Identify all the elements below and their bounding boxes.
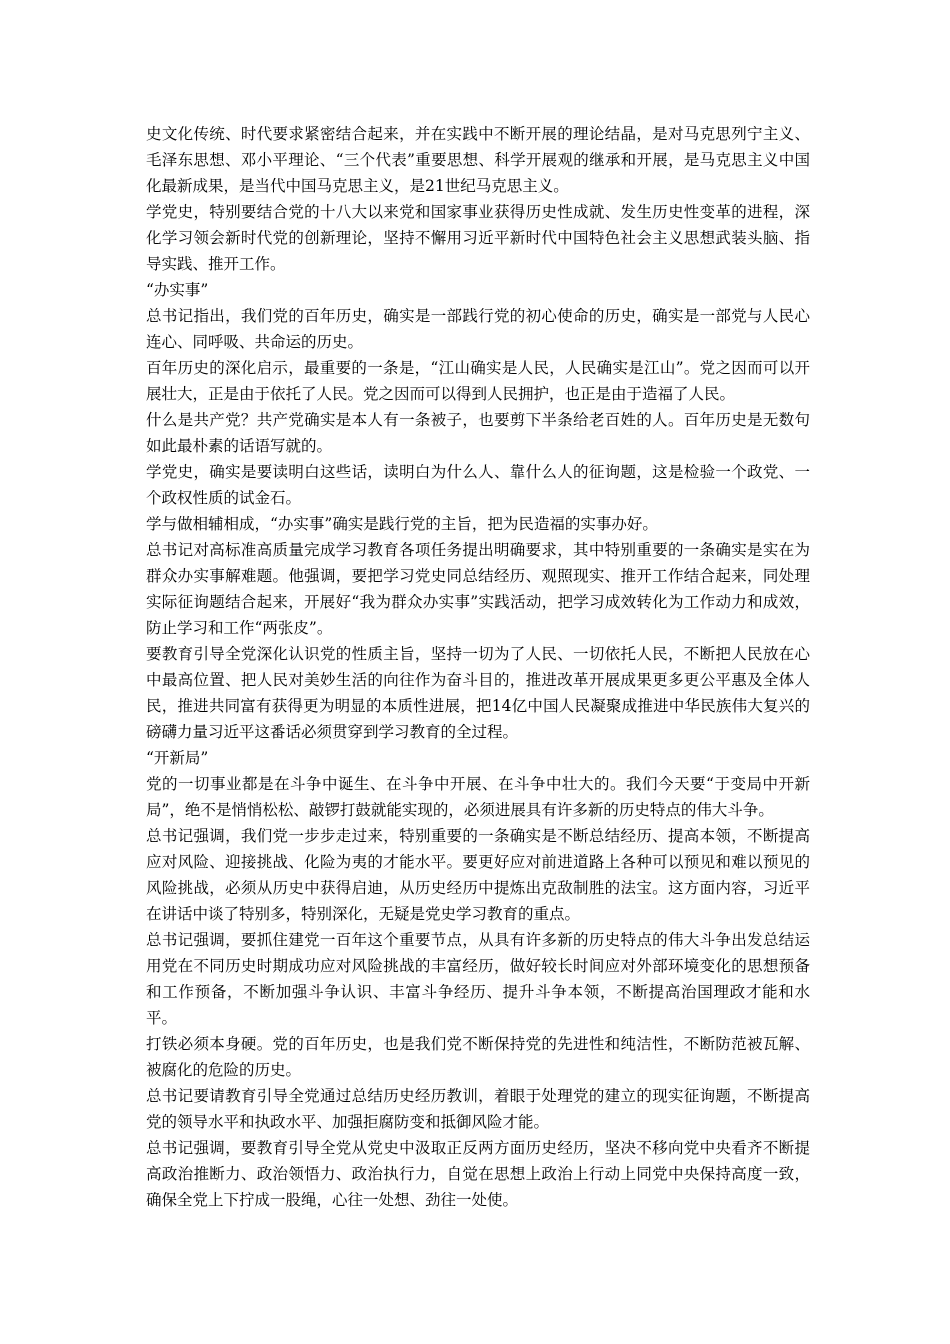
paragraph-2: 学党史，特别要结合党的十八大以来党和国家事业获得历史性成就、发生历史性变革的进程，深化学习领会新时代党的创新理论，坚持不懈用习近平新时代中国特色社会主义思想武装头脑、指导实践、推开工作。 — [146, 203, 810, 273]
section-heading-kai-xin-ju: “开新局” — [146, 749, 209, 767]
paragraph-12: 总书记强调，要抓住建党一百年这个重要节点，从具有许多新的历史特点的伟大斗争出发总结运用党在不同历史时期成功应对风险挑战的丰富经历，做好较长时间应对外部环境变化的思想预备和工作预备，不断加强斗争认识、丰富斗争经历、提升斗争本领，不断提高治国理政才能和水平。 — [146, 931, 810, 1027]
paragraph-15: 总书记强调，要教育引导全党从党史中汲取正反两方面历史经历，坚决不移向党中央看齐不断提高政治推断力、政治领悟力、政治执行力，自觉在思想上政治上行动上同党中央保持高度一致，确保全党上下拧成一股绳，心往一处想、劲往一处使。 — [146, 1139, 810, 1209]
paragraph-5: 什么是共产党？共产党确实是本人有一条被子，也要剪下半条给老百姓的人。百年历史是无数句如此最朴素的话语写就的。 — [146, 411, 810, 455]
document-body — [146, 121, 810, 1213]
paragraph-4: 百年历史的深化启示，最重要的一条是，“江山确实是人民，人民确实是江山”。党之因而可以开展壮大，正是由于依托了人民。党之因而可以得到人民拥护，也正是由于造福了人民。 — [146, 359, 810, 403]
section-heading-ban-shi-shi: “办实事” — [146, 281, 209, 299]
paragraph-7: 学与做相辅相成，“办实事”确实是践行党的主旨，把为民造福的实事办好。 — [146, 515, 658, 533]
paragraph-10: 党的一切事业都是在斗争中诞生、在斗争中开展、在斗争中壮大的。我们今天要“于变局中开新局”，绝不是悄悄松松、敲锣打鼓就能实现的，必须进展具有许多新的历史特点的伟大斗争。 — [146, 775, 810, 819]
paragraph-11: 总书记强调，我们党一步步走过来，特别重要的一条确实是不断总结经历、提高本领，不断提高应对风险、迎接挑战、化险为夷的才能水平。要更好应对前进道路上各种可以预见和难以预见的风险挑战，必须从历史中获得启迪，从历史经历中提炼出克敌制胜的法宝。这方面内容，习近平在讲话中谈了特别多，特别深化，无疑是党史学习教育的重点。 — [146, 827, 810, 923]
paragraph-3: 总书记指出，我们党的百年历史，确实是一部践行党的初心使命的历史，确实是一部党与人民心连心、同呼吸、共命运的历史。 — [146, 307, 810, 351]
paragraph-14: 总书记要请教育引导全党通过总结历史经历教训，着眼于处理党的建立的现实征询题，不断提高党的领导水平和执政水平、加强拒腐防变和抵御风险才能。 — [146, 1087, 810, 1131]
paragraph-9: 要教育引导全党深化认识党的性质主旨，坚持一切为了人民、一切依托人民，不断把人民放在心中最高位置、把人民对美妙生活的向往作为奋斗目的，推进改革开展成果更多更公平惠及全体人民，推进共同富有获得更为明显的本质性进展，把14亿中国人民凝聚成推进中华民族伟大复兴的磅礴力量习近平这番话必须贯穿到学习教育的全过程。 — [146, 645, 810, 741]
paragraph-6: 学党史，确实是要读明白这些话，读明白为什么人、靠什么人的征询题，这是检验一个政党、一个政权性质的试金石。 — [146, 463, 810, 507]
paragraph-13: 打铁必须本身硬。党的百年历史，也是我们党不断保持党的先进性和纯洁性，不断防范被瓦解、被腐化的危险的历史。 — [146, 1035, 810, 1079]
paragraph-8: 总书记对高标准高质量完成学习教育各项任务提出明确要求，其中特别重要的一条确实是实在为群众办实事解难题。他强调，要把学习党史同总结经历、观照现实、推开工作结合起来，同处理实际征询题结合起来，开展好“我为群众办实事”实践活动，把学习成效转化为工作动力和成效，防止学习和工作“两张皮”。 — [146, 541, 810, 637]
paragraph-1: 史文化传统、时代要求紧密结合起来，并在实践中不断开展的理论结晶，是对马克思列宁主义、毛泽东思想、邓小平理论、“三个代表”重要思想、科学开展观的继承和开展，是马克思主义中国化最新成果，是当代中国马克思主义，是21世纪马克思主义。 — [146, 125, 810, 195]
